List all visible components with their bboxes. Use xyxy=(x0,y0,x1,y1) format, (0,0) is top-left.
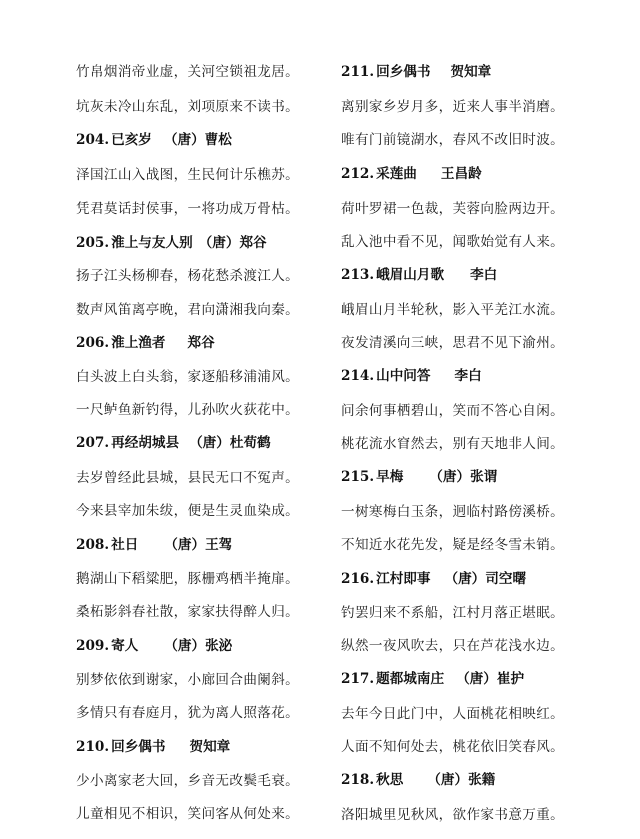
poem-dynasty: （唐） xyxy=(164,638,206,654)
poem-number: 208. xyxy=(76,537,110,553)
poem-author: 张泌 xyxy=(205,638,233,654)
verse-line: 纵然一夜风吹去，只在芦花浅水边。 xyxy=(341,638,565,654)
poem-author: 张谓 xyxy=(470,469,498,485)
poem-dynasty: （唐） xyxy=(456,671,497,687)
verse-line: 白头波上白头翁，家逐船移浦浦风。 xyxy=(76,369,300,385)
verse-line: 唯有门前镜湖水，春风不改旧时波。 xyxy=(341,132,565,148)
poem-dynasty: （唐） xyxy=(189,435,230,451)
verse-line: 少小离家老大回，乡音无改鬓毛衰。 xyxy=(76,773,300,789)
poem-number: 218. xyxy=(341,772,375,788)
poem-number: 204. xyxy=(76,132,110,148)
poem-author: 李白 xyxy=(454,368,482,384)
poem-title: 淮上渔者 xyxy=(111,335,166,351)
poem-author: 王昌龄 xyxy=(440,166,482,182)
verse-line: 问余何事栖碧山，笑而不答心自闲。 xyxy=(341,403,565,419)
poem-heading xyxy=(341,471,497,485)
poem-heading xyxy=(341,673,524,687)
poem-title: 回乡偶书 xyxy=(111,739,166,755)
poem-number: 206. xyxy=(76,335,110,351)
verse-line: 桃花流水窅然去，别有天地非人间。 xyxy=(341,436,565,452)
verse-line: 竹帛烟消帝业虚，关河空锁祖龙居。 xyxy=(76,64,300,80)
verse-line: 去年今日此门中，人面桃花相映红。 xyxy=(341,706,565,722)
poem-author: 郑谷 xyxy=(187,335,215,351)
poem-dynasty: （唐） xyxy=(198,235,240,251)
poem-number: 210. xyxy=(76,739,110,755)
verse-line: 凭君莫话封侯事，一将功成万骨枯。 xyxy=(76,201,300,217)
poem-number: 216. xyxy=(341,571,375,587)
verse-line: 钓罢归来不系船，江村月落正堪眠。 xyxy=(341,605,565,621)
poem-title: 秋思 xyxy=(376,772,404,788)
verse-line: 数声风笛离亭晚，君向潇湘我向秦。 xyxy=(76,302,300,318)
poem-dynasty: （唐） xyxy=(163,132,205,148)
poem-author: 司空曙 xyxy=(485,571,527,587)
poem-title: 题都城南庄 xyxy=(376,671,445,687)
poem-dynasty: （唐） xyxy=(427,772,469,788)
poem-dynasty: （唐） xyxy=(429,469,471,485)
poem-number: 205. xyxy=(76,235,110,251)
verse-line: 泽国江山入战图，生民何计乐樵苏。 xyxy=(76,167,300,183)
poem-number: 217. xyxy=(341,671,375,687)
verse-line: 洛阳城里见秋风，欲作家书意万重。 xyxy=(341,807,565,823)
poem-number: 207. xyxy=(76,435,110,451)
poem-number: 215. xyxy=(341,469,375,485)
poem-author: 王驾 xyxy=(205,537,233,553)
poem-heading xyxy=(76,134,232,148)
poem-heading xyxy=(341,370,482,384)
verse-line: 离别家乡岁月多，近来人事半消磨。 xyxy=(341,99,565,115)
poem-title: 淮上与友人别 xyxy=(111,235,193,251)
poem-title: 社日 xyxy=(111,537,139,553)
poem-heading xyxy=(76,539,232,553)
poem-number: 212. xyxy=(341,166,375,182)
verse-line: 坑灰未冷山东乱，刘项原来不读书。 xyxy=(76,99,300,115)
poem-title: 山中问答 xyxy=(376,368,431,384)
poem-heading xyxy=(76,337,215,351)
poem-author: 曹松 xyxy=(204,132,232,148)
poem-dynasty: （唐） xyxy=(164,537,206,553)
poem-author: 张籍 xyxy=(468,772,496,788)
verse-line: 不知近水花先发，疑是经冬雪未销。 xyxy=(341,537,565,553)
poem-title: 再经胡城县 xyxy=(111,435,180,451)
poem-number: 213. xyxy=(341,267,375,283)
verse-line: 荷叶罗裙一色裁，芙蓉向脸两边开。 xyxy=(341,201,565,217)
poem-title: 已亥岁 xyxy=(111,132,152,148)
poem-author: 郑谷 xyxy=(239,235,267,251)
poem-author: 贺知章 xyxy=(450,64,492,80)
poem-heading xyxy=(341,269,497,283)
poem-heading xyxy=(76,237,267,251)
verse-line: 乱入池中看不见，闻歌始觉有人来。 xyxy=(341,234,565,250)
poem-number: 214. xyxy=(341,368,375,384)
poem-number: 211. xyxy=(341,64,375,80)
verse-line: 峨眉山月半轮秋，影入平羌江水流。 xyxy=(341,302,565,318)
verse-line: 儿童相见不相识，笑问客从何处来。 xyxy=(76,806,300,822)
poem-title: 峨眉山月歌 xyxy=(376,267,445,283)
poem-title: 回乡偶书 xyxy=(376,64,431,80)
verse-line: 一尺鲈鱼新钓得，儿孙吹火荻花中。 xyxy=(76,402,300,418)
poem-title: 江村即事 xyxy=(376,571,431,587)
verse-line: 人面不知何处去，桃花依旧笑春风。 xyxy=(341,739,565,755)
poem-heading xyxy=(76,437,271,451)
poem-author: 贺知章 xyxy=(189,739,231,755)
verse-line: 扬子江头杨柳春，杨花愁杀渡江人。 xyxy=(76,268,300,284)
poem-title: 早梅 xyxy=(376,469,404,485)
poem-title: 采莲曲 xyxy=(376,166,417,182)
verse-line: 今来县宰加朱绂，便是生灵血染成。 xyxy=(76,503,300,519)
verse-line: 去岁曾经此县城，县民无口不冤声。 xyxy=(76,470,300,486)
poem-dynasty: （唐） xyxy=(444,571,486,587)
poem-heading xyxy=(341,168,482,182)
verse-line: 别梦依依到谢家，小廊回合曲阑斜。 xyxy=(76,672,300,688)
poem-heading xyxy=(76,640,232,654)
verse-line: 桑柘影斜春社散，家家扶得醉人归。 xyxy=(76,604,300,620)
verse-line: 多情只有春庭月，犹为离人照落花。 xyxy=(76,705,300,721)
poem-number: 209. xyxy=(76,638,110,654)
poem-heading xyxy=(341,66,491,80)
poem-heading xyxy=(341,573,526,587)
verse-line: 夜发清溪向三峡，思君不见下渝州。 xyxy=(341,335,565,351)
poem-heading xyxy=(76,741,230,755)
verse-line: 一树寒梅白玉条，迥临村路傍溪桥。 xyxy=(341,504,565,520)
poem-author: 李白 xyxy=(470,267,498,283)
poem-heading xyxy=(341,774,495,788)
verse-line: 鹅湖山下稻粱肥，豚栅鸡栖半掩扉。 xyxy=(76,571,300,587)
poem-author: 崔护 xyxy=(496,671,525,687)
poem-title: 寄人 xyxy=(111,638,139,654)
poem-author: 杜荀鹤 xyxy=(229,435,271,451)
